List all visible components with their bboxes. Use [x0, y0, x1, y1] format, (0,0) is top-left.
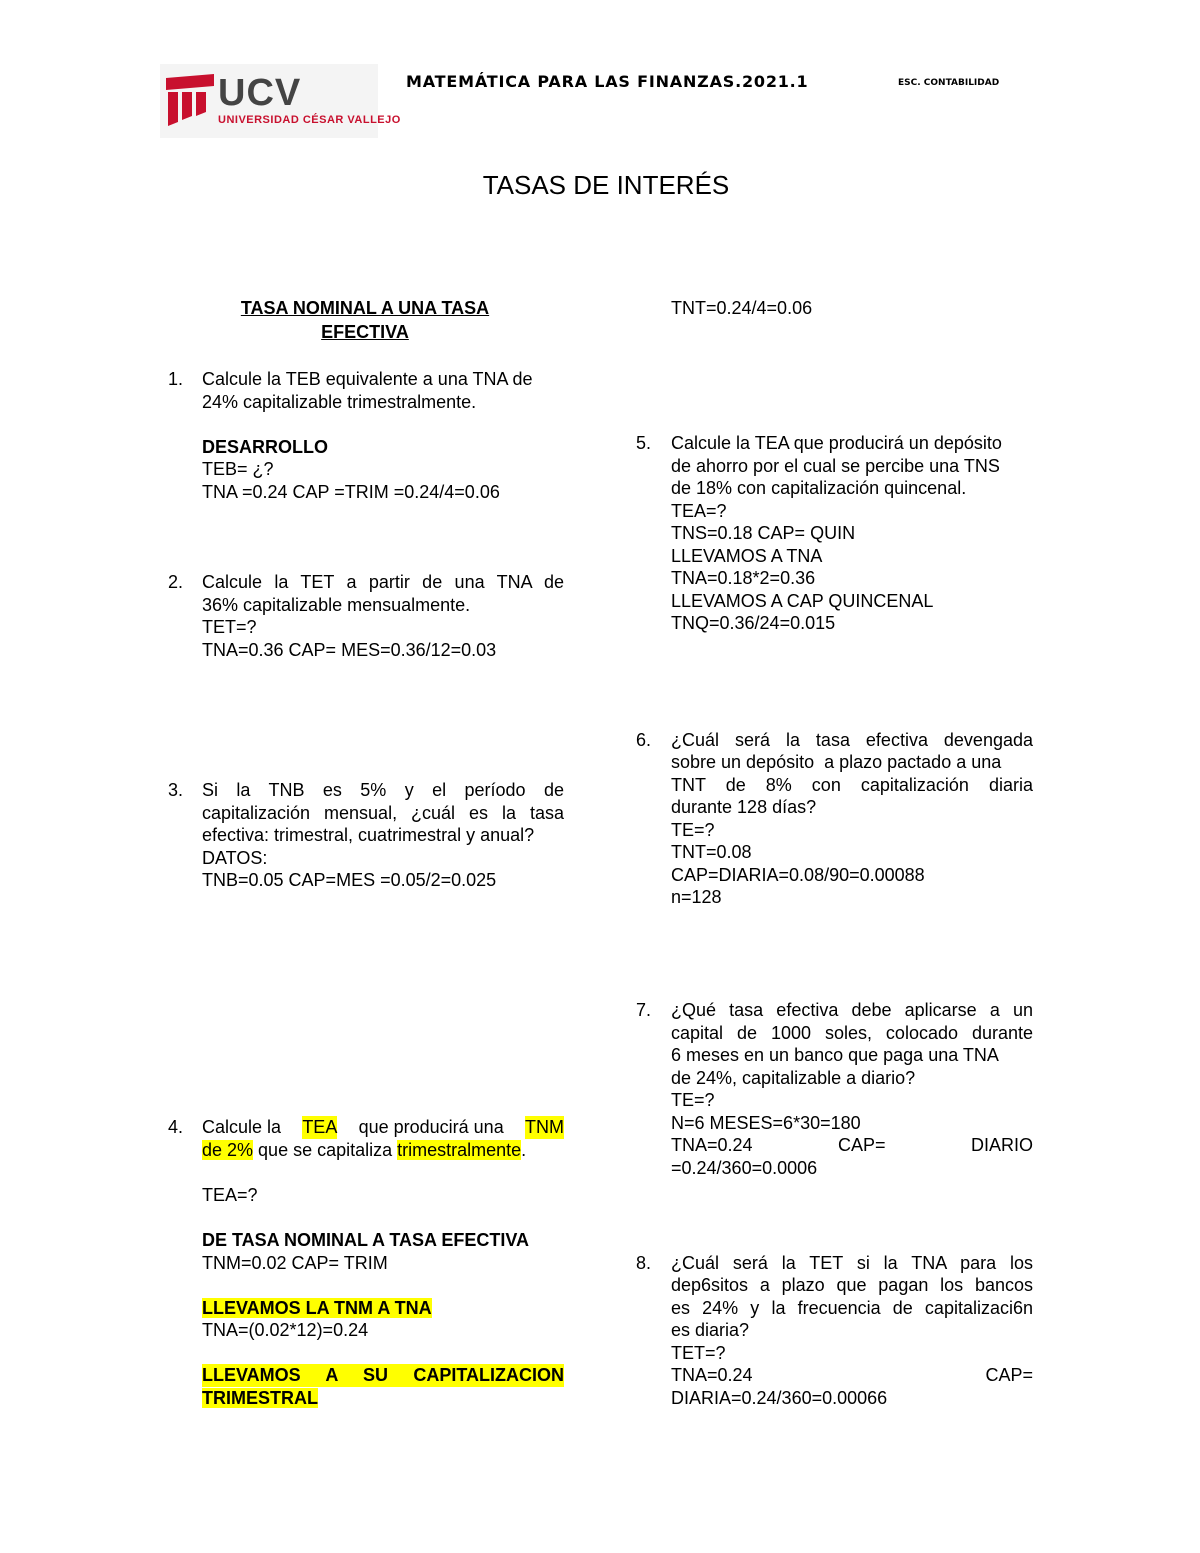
problem-4-line: TEA=? [202, 1185, 258, 1205]
problem-2-number: 2. [168, 572, 184, 592]
logo-text: UCV [218, 72, 302, 114]
problem-6-line: TNT=0.08 [671, 842, 752, 862]
problem-4-line: TNA=(0.02*12)=0.24 [202, 1320, 369, 1340]
problem-4-heading-highlight: LLEVAMOS A SU CAPITALIZACION [202, 1365, 564, 1385]
page-title: TASAS DE INTERÉS [482, 170, 730, 200]
text-fragment: TNA=0.24 [671, 1365, 753, 1385]
problem-2-line: Calcule la TET a partir de una TNA de [202, 572, 564, 592]
problem-4-line-2 [202, 1139, 526, 1162]
problem-6-number: 6. [636, 730, 652, 750]
problem-3-line: efectiva: trimestral, cuatrimestral y anual? [202, 825, 535, 845]
text-fragment: DIARIO [970, 1135, 1033, 1155]
problem-6-line: TNT de 8% con capitalización diaria [671, 775, 1033, 795]
problem-7-line: 6 meses en un banco que paga una TNA [671, 1045, 999, 1065]
problem-6-line: TE=? [671, 820, 715, 840]
continuation-line: TNT=0.24/4=0.06 [671, 298, 813, 318]
problem-1-heading: DESARROLLO [202, 437, 328, 457]
logo-subtitle: UNIVERSIDAD CÉSAR VALLEJO [218, 114, 401, 126]
problem-7-line: ¿Qué tasa efectiva debe aplicarse a un [671, 1000, 1033, 1020]
problem-5-number: 5. [636, 433, 652, 453]
problem-8-line: es diaria? [671, 1320, 750, 1340]
problem-2-line: 36% capitalizable mensualmente. [202, 595, 471, 615]
problem-6-line: sobre un depósito a plazo pactado a una [671, 752, 1002, 772]
problem-4-heading-highlight [202, 1387, 318, 1410]
problem-8-line: TET=? [671, 1343, 726, 1363]
text-fragment: que producirá una [353, 1117, 509, 1137]
highlight-trimestralmente: trimestralmente [397, 1140, 522, 1160]
problem-7-line: de 24%, capitalizable a diario? [671, 1068, 916, 1088]
problem-6-line: ¿Cuál será la tasa efectiva devengada [671, 730, 1033, 750]
problem-3-line: capitalización mensual, ¿cuál es la tasa [202, 803, 564, 823]
problem-5-line: TNA=0.18*2=0.36 [671, 568, 816, 588]
problem-2-line: TNA=0.36 CAP= MES=0.36/12=0.03 [202, 640, 497, 660]
problem-7-line: TE=? [671, 1090, 715, 1110]
problem-7-line: =0.24/360=0.0006 [671, 1158, 818, 1178]
problem-8-line: DIARIA=0.24/360=0.00066 [671, 1388, 888, 1408]
problem-8-number: 8. [636, 1253, 652, 1273]
highlight-llevamos-tna: LLEVAMOS LA TNM A TNA [202, 1298, 432, 1318]
problem-4-heading-highlight [202, 1297, 432, 1320]
problem-6-line: CAP=DIARIA=0.08/90=0.00088 [671, 865, 925, 885]
highlight-trimestral: TRIMESTRAL [202, 1388, 318, 1408]
problem-7-line: N=6 MESES=6*30=180 [671, 1113, 861, 1133]
ucv-shield-icon [164, 72, 216, 130]
problem-8-line: ¿Cuál será la TET si la TNA para los [671, 1253, 1033, 1273]
problem-4-line: TNM=0.02 CAP= TRIM [202, 1253, 388, 1273]
highlight-tnm: TNM [524, 1117, 564, 1137]
problem-1-line: TEB= ¿? [202, 459, 274, 479]
problem-1-line: 24% capitalizable trimestralmente. [202, 392, 477, 412]
problem-5-line: TNQ=0.36/24=0.015 [671, 613, 836, 633]
problem-5-line: de 18% con capitalización quincenal. [671, 478, 967, 498]
highlight-de-2: de 2% [202, 1140, 254, 1160]
text-fragment: . [521, 1140, 527, 1160]
problem-1-line: Calcule la TEB equivalente a una TNA de [202, 369, 533, 389]
text-fragment: Calcule la [202, 1117, 287, 1137]
problem-4-number: 4. [168, 1117, 184, 1137]
problem-1-line: TNA =0.24 CAP =TRIM =0.24/4=0.06 [202, 482, 500, 502]
text-fragment: CAP= [985, 1365, 1033, 1385]
text-fragment: CAP= [838, 1135, 886, 1155]
problem-3-line: Si la TNB es 5% y el período de [202, 780, 564, 800]
problem-5-line: LLEVAMOS A CAP QUINCENAL [671, 591, 934, 611]
problem-5-line: LLEVAMOS A TNA [671, 546, 823, 566]
problem-7-line [671, 1134, 1033, 1157]
problem-3-line: DATOS: [202, 848, 268, 868]
problem-7-number: 7. [636, 1000, 652, 1020]
problem-5-line: TNS=0.18 CAP= QUIN [671, 523, 856, 543]
text-fragment: que se capitaliza [253, 1140, 398, 1160]
problem-3-number: 3. [168, 780, 184, 800]
section-title: TASA NOMINAL A UNA TASA EFECTIVA [240, 298, 490, 342]
problem-5-line: Calcule la TEA que producirá un depósito [671, 433, 1002, 453]
problem-8-line: es 24% y la frecuencia de capitalizaci6n [671, 1298, 1033, 1318]
problem-6-line: n=128 [671, 887, 722, 907]
problem-5-line: de ahorro por el cual se percibe una TNS [671, 456, 1000, 476]
problem-3-line: TNB=0.05 CAP=MES =0.05/2=0.025 [202, 870, 497, 890]
highlight-tea: TEA [302, 1117, 338, 1137]
problem-8-line: dep6sitos a plazo que pagan los bancos [671, 1275, 1033, 1295]
problem-1-number: 1. [168, 369, 184, 389]
course-title: MATEMÁTICA PARA LAS FINANZAS.2021.1 [406, 72, 809, 91]
ucv-logo [160, 64, 401, 138]
problem-4-heading: DE TASA NOMINAL A TASA EFECTIVA [202, 1230, 529, 1250]
problem-2-line: TET=? [202, 617, 257, 637]
school-name: ESC. CONTABILIDAD [898, 78, 1000, 88]
text-fragment: TNA=0.24 [671, 1135, 753, 1155]
problem-4-line-1 [202, 1116, 564, 1139]
problem-6-line: durante 128 días? [671, 797, 817, 817]
problem-7-line: capital de 1000 soles, colocado durante [671, 1023, 1033, 1043]
problem-8-line [671, 1364, 1033, 1387]
problem-5-line: TEA=? [671, 501, 727, 521]
